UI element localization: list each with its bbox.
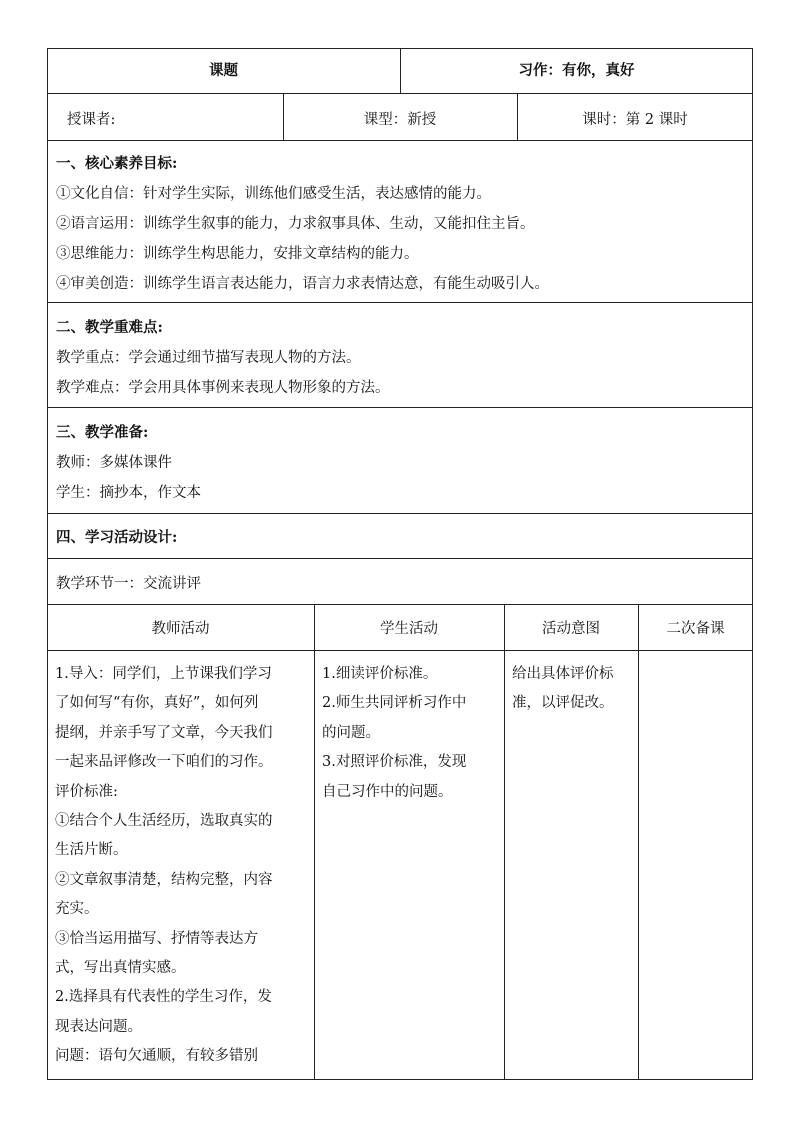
teacher-line: 一起来品评修改一下咱们的习作。 [55,754,273,771]
row-divider [47,604,753,605]
student-line: 自己习作中的问题。 [322,783,453,800]
row-divider [47,140,753,141]
teacher-line: 生活片断。 [55,842,128,859]
key-point-line: 教学重点：学会通过细节描写表现人物的方法。 [56,350,361,366]
header-second-prep: 二次备课 [666,621,725,637]
row-divider [47,650,753,651]
teacher-line: 2.选择具有代表性的学生习作，发 [55,989,272,1006]
student-activity-cell [322,660,500,807]
goal-line: ①文化自信：针对学生实际，训练他们感受生活，表达感情的能力。 [56,186,491,202]
student-line: 3.对照评价标准，发现 [322,754,467,771]
teacher-label: 授课者: [67,112,116,128]
teacher-line: 了如何写“有你，真好”，如何列 [55,695,259,712]
intent-line: 给出具体评价标 [512,666,614,682]
row-divider [47,302,753,303]
teacher-line: 提纲，并亲手写了文章，今天我们 [55,724,273,741]
goal-line: ④审美创造：训练学生语言表达能力，语言力求表情达意，有能生动吸引人。 [56,276,549,292]
teacher-line: 问题：语句欠通顺，有较多错别 [55,1048,258,1065]
header-teacher-activity: 教师活动 [151,621,210,637]
lesson-period: 课时：第 2 课时 [582,112,688,128]
row-divider [47,513,753,514]
teaching-step: 教学环节一：交流讲评 [56,576,201,592]
preparation-line: 教师：多媒体课件 [56,455,172,471]
col-divider [314,604,315,1080]
lesson-type: 课型：新授 [363,112,437,128]
teacher-line: ②文章叙事清楚，结构完整，内容 [55,871,273,888]
teacher-line: 现表达问题。 [55,1018,142,1035]
teacher-line: 式，写出真情实感。 [55,960,186,977]
student-line: 的问题。 [322,724,380,741]
teacher-activity-cell [55,660,310,1072]
preparation-line: 学生：摘抄本，作文本 [56,485,201,501]
header-activity-intent: 活动意图 [542,621,600,637]
section-title: 三、教学准备: [56,424,149,441]
header-student-activity: 学生活动 [380,621,438,637]
goal-line: ②语言运用：训练学生叙事的能力，力求叙事具体、生动，又能扣住主旨。 [56,216,535,232]
section-title: 四、学习活动设计: [56,529,178,546]
student-line: 1.细读评价标准。 [322,666,438,682]
activity-intent-cell [512,660,634,719]
teacher-line: 充实。 [55,901,99,918]
topic-value: 习作：有你，真好 [518,62,635,79]
col-divider [504,604,505,1080]
section-title: 一、核心素养目标: [56,155,178,172]
row-divider [47,558,753,559]
key-point-line: 教学难点：学会用具体事例来表现人物形象的方法。 [56,380,390,396]
topic-label: 课题 [209,62,238,79]
teacher-line: ③恰当运用描写、抒情等表达方 [55,930,258,947]
teacher-line: ①结合个人生活经历，选取真实的 [55,813,273,830]
goal-line: ③思维能力：训练学生构思能力，安排文章结构的能力。 [56,246,419,262]
student-line: 2.师生共同评析习作中 [322,695,467,712]
section-title: 二、教学重难点: [56,319,163,336]
teacher-line: 1.导入：同学们，上节课我们学习 [55,666,272,682]
col-divider [638,604,639,1080]
intent-line: 准，以评促改。 [512,695,614,712]
teacher-line: 评价标准: [55,783,118,800]
row-divider [47,407,753,408]
row-divider [47,93,753,94]
